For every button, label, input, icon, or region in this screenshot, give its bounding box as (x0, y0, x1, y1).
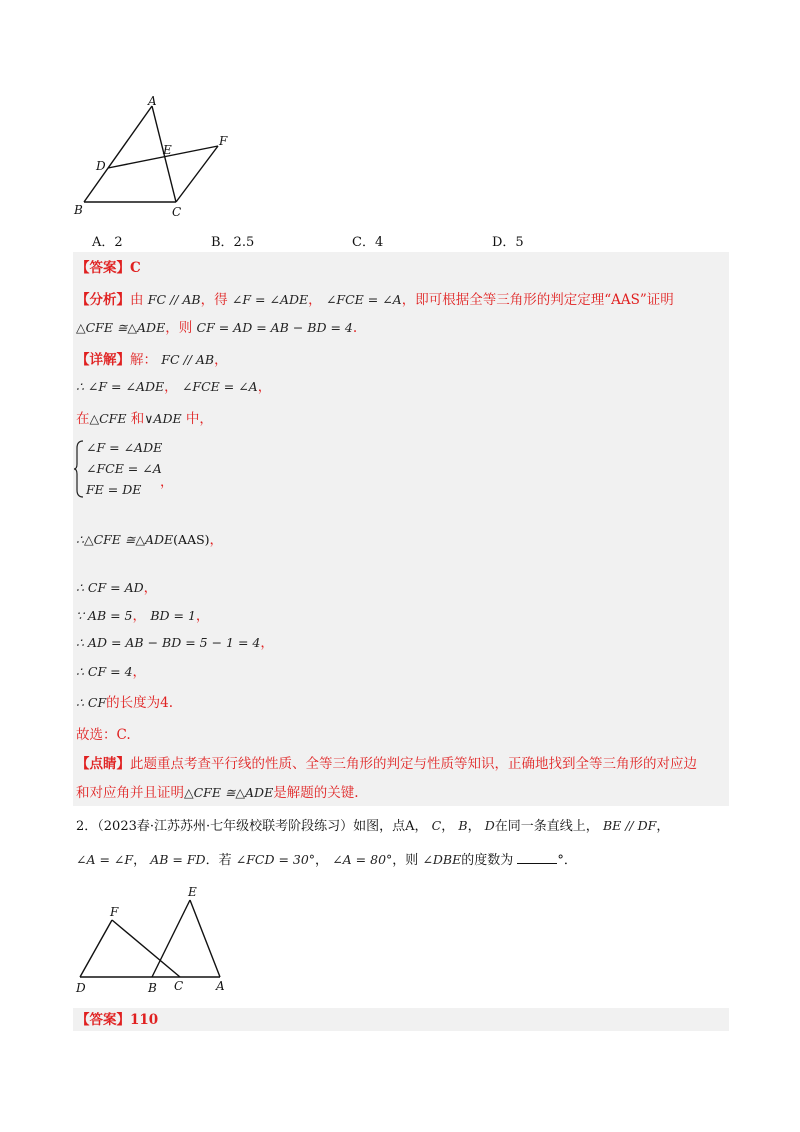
fig2-label-D: D (76, 981, 86, 995)
label-F: F (219, 134, 228, 148)
detail-step-2: ∵ AB = 5， BD = 1， (76, 608, 210, 624)
choice-d[interactable]: D．5 (492, 235, 524, 250)
answer-blank[interactable] (517, 851, 557, 864)
choice-a[interactable]: A．2 (92, 235, 123, 250)
system-eq-2: ∠FCE = ∠A (86, 461, 162, 476)
detail-step-1: ∴ CF = AD， (76, 580, 158, 596)
label-A: A (148, 94, 157, 108)
answer-line: 【答案】C (76, 260, 141, 276)
detail-step-3: ∴ AD = AB − BD = 5 − 1 = 4， (76, 635, 274, 651)
detail-step-5: ∴ CF的长度为4. (76, 695, 174, 711)
detail-choice: 故选：C. (76, 727, 131, 743)
system-eq-3: FE = DE (86, 482, 142, 497)
analysis-line-1: 【分析】由 FC // AB，得 ∠F = ∠ADE， ∠FCE = ∠A，即可根据全等三角形的判定定理“AAS”证明 (76, 292, 674, 308)
choice-c[interactable]: C．4 (352, 235, 384, 250)
detail-line-2: ∴ ∠F = ∠ADE， ∠FCE = ∠A， (76, 379, 272, 395)
detail-line-3: 在△CFE 和∨ADE 中， (76, 411, 213, 427)
figure-1-parallelogram-diagram (70, 92, 240, 220)
analysis-line-2: △CFE ≅△ADE，则 CF = AD = AB − BD = 4. (76, 320, 358, 336)
label-E: E (163, 143, 172, 157)
question-2-line-2: ∠A = ∠F， AB = FD．若 ∠FCD = 30°， ∠A = 80°，则 ∠DBE的度数为 °． (76, 852, 577, 868)
figure-2-triangles-diagram (70, 880, 230, 995)
detail-step-4: ∴ CF = 4， (76, 664, 147, 680)
choice-b[interactable]: B．2.5 (211, 235, 255, 250)
fig2-label-E: E (188, 885, 197, 899)
system-brace (73, 440, 85, 498)
label-C: C (172, 205, 182, 219)
label-D: D (96, 159, 106, 173)
system-eq-1: ∠F = ∠ADE (86, 440, 163, 455)
comment-line-2: 和对应角并且证明△CFE ≅△ADE是解题的关键. (76, 785, 359, 801)
label-B: B (74, 203, 83, 217)
fig2-label-F: F (110, 905, 119, 919)
answer-2-panel (73, 1008, 729, 1031)
answer-2-line: 【答案】110 (76, 1012, 159, 1028)
system-comma: ， (160, 474, 174, 490)
fig2-label-B: B (148, 981, 157, 995)
detail-line-1: 【详解】解： FC // AB， (76, 352, 228, 368)
question-2-line-1: 2．（2023春·江苏苏州·七年级校联考阶段练习）如图，点A， C， B， D在同一条直线上， BE // DF， (76, 818, 670, 834)
comment-line-1: 【点睛】此题重点考查平行线的性质、全等三角形的判定与性质等知识，正确地找到全等三角形的对应边 (76, 756, 697, 772)
detail-conclusion: ∴△CFE ≅△ADE(AAS)， (76, 532, 224, 548)
fig2-label-C: C (174, 979, 184, 993)
fig2-label-A: A (216, 979, 225, 993)
